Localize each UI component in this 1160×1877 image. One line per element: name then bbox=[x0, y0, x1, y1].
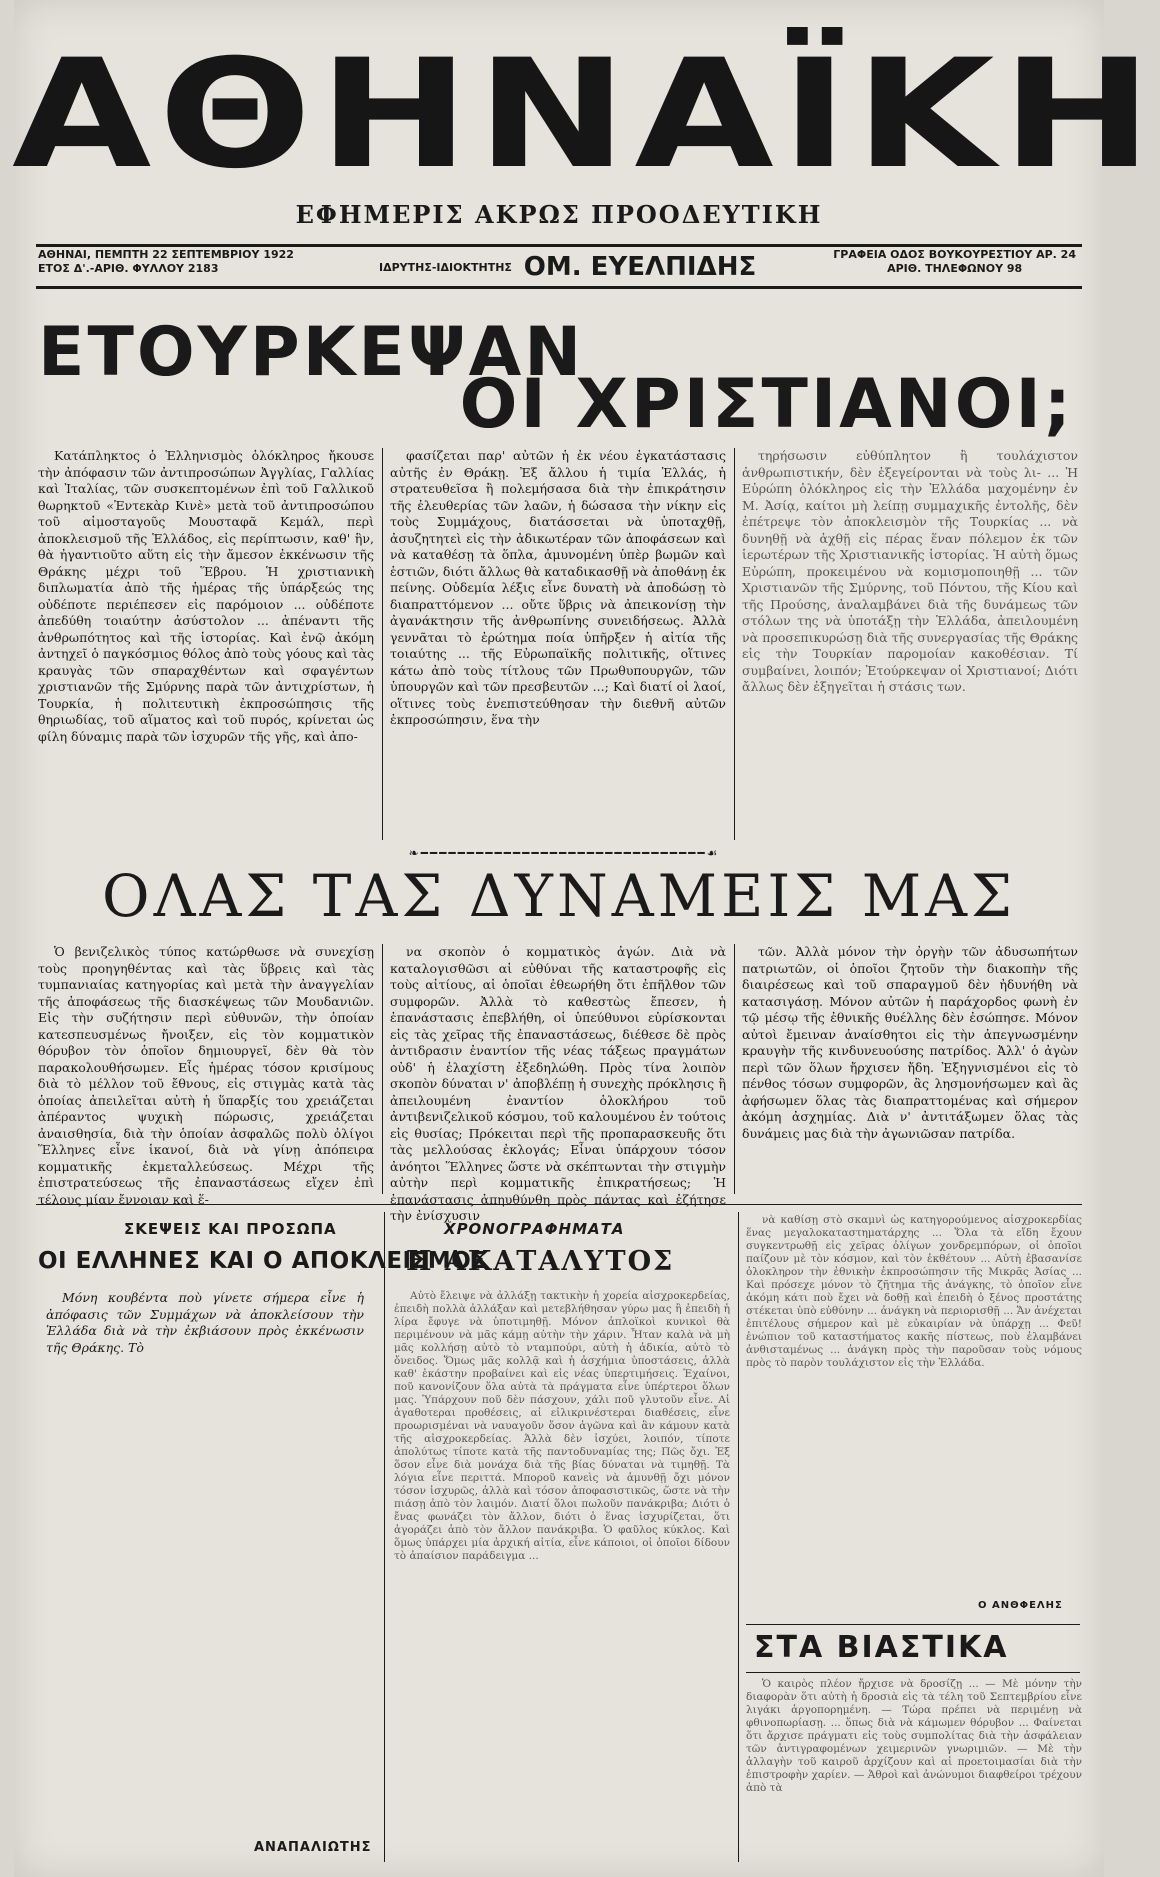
phone-line: ΑΡΙΘ. ΤΗΛΕΦΩΝΟΥ 98 bbox=[887, 262, 1023, 275]
chronograph-signature: Ο ΑΝΘΦΕΛΗΣ bbox=[978, 1600, 1063, 1611]
date-line: ΑΘΗΝΑΙ, ΠΕΜΠΤΗ 22 ΣΕΠΤΕΜΒΡΙΟΥ 1922 bbox=[38, 248, 294, 261]
second-text-1: Ὁ βενιζελικὸς τύπος κατώρθωσε νὰ συνεχίσῃ τοὺς προηγηθέντας καὶ τὰς ὕβρεις καὶ τὰς τυμπανιαίας κατηγορίας καὶ μετὰ τὴν ἀναγγελίαν τῆς ἀποφάσεως τῆς διασκέψεως τῶν Μουδανιῶν. Εἰς τὴν συζήτησιν περὶ εὐθυνῶν, τὴν ὁποίαν κατεσπευσμένως ἤνοιξεν, εἰς τὸν κομματικὸν θόρυβον τὸν ὁποῖον δημιουργεῖ, δὲν θὰ τὸν παρακολουθήσωμεν. Εἶς ἡμέρας τόσον κρισίμους διὰ τὸ μέλλον τοῦ ἔθνους, εἰς στιγμὰς κατὰ τὰς ὁποίας ἀπειλεῖται αὐτὴ ἡ ὕπαρξίς του χρειάζεται ἀπέραντος ψυχικὴ πώρωσις, χρειάζεται ἀναισθησία, διὰ τὴν ὁποίαν ἀσφαλῶς πολὺ ὀλίγοι Ἕλληνες εἶνε ἱκανοί, διὰ νὰ γίνῃ ἀπόπειρα κομματικῆς ἐκμεταλλεύσεως. Μέχρι τῆς ἐπιστρατεύσεως τῆς ἐπαναστάσεως εἴχεν ἐπὶ τέλους μίαν ἔννοιαν καὶ ἕ- bbox=[38, 944, 374, 1207]
lead-text-3: τηρήσωσιν εὐθύπλητον ἢ τουλάχιστον ἀνθρωπιστικήν, δὲν ἐξεγείρονται νὰ τοὺς λι- ... Ἡ Εὐρώπη ὁλόκληρος εἰς τὴν Ἑλλάδα μαχομένην ἐν Μ. Ἀσίᾳ, καίτοι μὴ λείπῃ συμμαχικῆς ἐντολῆς, δὲν ἐπέτρεψε τὸν ἀποκλεισμὸν τῆς Τουρκίας ... νὰ δυνηθῇ νὰ ἀχθῇ εἰς πέρας ἕναν πόλεμον ἐκ τῶν ἱερωτέρων τῆς Χριστιανικῆς ἱστορίας. Ἡ αὐτὴ ὅμως Εὐρώπη, προκειμένου νὰ κομισμοποιηθῇ ... τῶν Χριστιανῶν τῆς Σμύρνης, τοῦ Πόντου, τῆς Κίου καὶ τῆς Προύσης, ἀναλαμβάνει διὰ τῆς δυνάμεως τῶν στόλων της νὰ ὑποτάξῃ τὴν Ἑλλάδα, ἀπειλουμένη νὰ προσεπικυρώσῃ διὰ τῆς συνεργασίας τῆς Θράκης εἰς τὴν Τουρκίαν παρομοίαν κακοθέσιαν. Τί συμβαίνει, λοιπόν; Ἐτούρκεψαν οἱ Χριστιανοί; Διότι ἄλλως δὲν ἐξηγεῖται ἡ στάσις των. bbox=[742, 448, 1078, 694]
thoughts-headline: ΟΙ ΕΛΛΗΝΕΣ ΚΑΙ Ο ΑΠΟΚΛΕΙΣΜΟΣ bbox=[38, 1248, 488, 1274]
chronograph-kicker: ΧΡΟΝΟΓΡΑΦΗΜΑΤΑ bbox=[444, 1220, 625, 1238]
chronograph-headline: Η ΑΚΑΤΑΛΥΤΟΣ bbox=[406, 1246, 675, 1277]
thoughts-body bbox=[46, 1290, 364, 1370]
column-divider bbox=[734, 944, 735, 1194]
second-column-2 bbox=[390, 944, 726, 1223]
travel-text: Ὁ καιρὸς πλέον ἤρχισε νὰ δροσίζῃ ... — Μὲ μόνην τὴν διαφορὰν ὅτι αὐτὴ ἡ δροσιὰ εἰς τὰ τέλη τοῦ Σεπτεμβρίου εἶνε λιγάκι ἀργοπορημένη. — Τώρα πρέπει νὰ περιμένῃ νὰ φθινοπωρίασῃ. ... ὅπως διὰ νὰ κάμωμεν θόρυβον ... Φαίνεται ὅτι ἄρχισε πράγματι εἰς τοὺς συμπολίτας διὰ τὴν ἀσφάλειαν τῶν ἀντιγραφομένων χειμερινῶν γνωριμιῶν. — Μὲ τὴν ἀλλαγὴν τοῦ καιροῦ ἀρχίζουν καὶ αἱ προετοιμασίαι διὰ τὴν ἐπιστροφὴν χαρίεν. — Ἀθροὶ καὶ ἀνώνυμοι διαφθείροι τρέχουν ἀπὸ τὰ bbox=[746, 1678, 1082, 1794]
column-divider bbox=[382, 448, 383, 840]
second-text-3: τῶν. Ἀλλὰ μόνον τὴν ὀργὴν τῶν ἀδυσωπήτων πατριωτῶν, οἱ ὁποῖοι ζητοῦν τὴν διακοπὴν τῆς διαιρέσεως καὶ τοῦ σπαραγμοῦ δὲν ἠδυνήθη νὰ κατασιγάσῃ. Μόνον αὐτῶν ἡ παράχορδος φωνὴ ἐν τῷ μέσῳ τῆς ἐθνικῆς θυέλλης δὲν ἐσώπησε. Μόνον αὐτοὶ ἔμειναν ἀναίσθητοι εἰς τὴν ἀπεγνωσμένην κραυγὴν τῆς κινδυνευούσης πατρίδος. Ἀλλ' ὁ ἀγὼν περὶ τῶν ὅλων ἤρχισεν ἤδη. Ἐξηγνισμένοι εἰς τὸ πένθος τόσων συμφορῶν, ἂς λησμονήσωμεν καὶ ἂς ἀφήσωμεν ὅλας τὰς διαπραττομένας καὶ σήμερον ἀκόμη ἀσχημίας. Διὰ ν' ἀντιτάξωμεν ὅλας τὰς δυνάμεις μας διὰ τὴν ἀγωνιῶσαν πατρίδα. bbox=[742, 944, 1078, 1141]
second-text-2: να σκοπὸν ὁ κομματικὸς ἀγών. Διὰ νὰ καταλογισθῶσι αἱ εὐθύναι τῆς καταστροφῆς εἰς τοὺς αἰτίους, αἱ ὁποῖαι ἐθεωρήθη ὅτι ἐπῆλθον τῶν συμφορῶν. Ἀλλὰ τὸ καθεστὼς ἔπεσεν, ἡ ἐπανάστασις ἐπεβλήθη, οἱ ὑπεύθυνοι εὑρίσκονται εἰς τὰς χεῖρας τῆς ἐπαναστάσεως, διέθεσε δὲ πρὸς ἀντιδρασιν ἐναντίον τῆς νέας τάξεως πραγμάτων οὐδ' ἡ ἐλαχίστη ἐξεδηλώθη. Πρὸς τίνα λοιπὸν σκοπὸν δύναται ν' ἀποβλέπῃ ἡ συνεχὴς πρόκλησις ἢ ἀπειλουμένη ἐναντίον ὁλοκλήρου τοῦ ἀντιβενιζελικοῦ κόσμου, τοῦ καλουμένου ἐν τούτοις εἰς θυσίας; Πρόκειται περὶ τῆς προπαρασκευῆς ὅτι τὰς μελλούσας ἐκλογάς; Εἶναι ὑπάρχουν τόσον ἀνόητοι Ἕλληνες ὥστε νὰ σκέπτωνται τὴν στιγμὴν αὐτὴν περὶ κομματικῆς ἐπικρατήσεως; Ἡ ἐπανάστασις ἀπηυθύνθη πρὸς πάντας καὶ ἐζήτησε τὴν ἐνίσχυσιν bbox=[390, 944, 726, 1223]
lead-text-1: Κατάπληκτος ὁ Ἑλληνισμὸς ὁλόκληρος ἤκουσε τὴν ἀπόφασιν τῶν ἀντιπροσώπων Ἀγγλίας, Γαλλίας καὶ Ἰταλίας, τῶν συσκεπτομένων ἐπὶ τοῦ Γαλλικοῦ θωρηκτοῦ «Ἐντεκὰρ Κινὲ» μετὰ τοῦ ἀντιπροσώπου τοῦ αἱμοσταγοῦς Μουσταφᾶ Κεμάλ, περὶ ἀποκλεισμοῦ τῆς Ἑλλάδος, εἰς περίπτωσιν, καθ' ἣν, θὰ ἠγαντιοῦτο αὕτη εἰς τὴν ἄμεσον ἐκκένωσιν τῆς Θράκης μέχρι τοῦ Ἕβρου. Ἡ χριστιανικὴ διπλωματία ἀπὸ τῆς ἡμέρας τῆς ὑπάρξεώς της οὐδέποτε περιέπεσεν εἰς παρόμοιον ... οὐδέποτε ἀπεδύθη τοιαύτην ἀσύστολον ... ἀπέναντι τῆς ἀνθρωπότητος καὶ τῆς ἱστορίας. Καὶ ἐνῷ ἀκόμη ἀντηχεῖ ὁ παγκόσμιος θόλος ἀπὸ τοὺς γόους καὶ τὰς κραυγὰς τῶν σπαραχθέντων καὶ σφαγέντων χριστιανῶν τῆς Σμύρνης παρὰ τῶν ἀντιχρίστων, ἡ Τουρκία, ἡ πολιτευτικὴ ἐκπροσώπησις τῆς θηριωδίας, τοῦ αἵματος καὶ τοῦ πυρός, κρίνεται ὡς φίλη δύναμις παρὰ τῶν ἰσχυρῶν τῆς γῆς, καὶ ἀπο- bbox=[38, 448, 374, 744]
column-divider bbox=[738, 1212, 739, 1862]
chronograph-continued bbox=[746, 1214, 1082, 1594]
lead-text-2: φασίζεται παρ' αὐτῶν ἡ ἐκ νέου ἐγκατάστασις αὐτῆς ἐν Θράκῃ. Ἐξ ἄλλου ἡ τιμία Ἑλλάς, ἡ στρατευθεῖσα ἢ πολεμήσασα διὰ τὴν ἐπικράτησιν τῆς ἐλευθερίας τῶν λαῶν, ἡ δώσασα τὴν νίκην εἰς τοὺς Συμμάχους, διατάσσεται νὰ ὑποταχθῇ, ἀσυζητητεὶ εἰς τὴν ἀδικωτέραν τῶν ἀποφάσεων καὶ νὰ καταθέσῃ τὰ ὅπλα, ἀμυνομένη ὑπὲρ βωμῶν καὶ ἑστιῶν, διότι ἄλλως θὰ καταδικασθῇ νὰ ἀποθάνῃ ἐκ πείνης. Οὐδεμία λέξις εἶνε δυνατὴ νὰ ἀποδώσῃ τὸ διαπραττόμενον ... οὔτε ὕβρις νὰ ἀπεικονίσῃ τὴν ἀγανάκτησιν τῆς ἀνθρωπίνης συνειδήσεως. Ἀλλὰ γεννᾶται τὸ ἐρώτημα ποία ὑπῆρξεν ἡ αἰτία τῆς τοιαύτης ... τῆς Εὐρωπαϊκῆς πολιτικῆς, οἵτινες κάτω ἀπὸ τοὺς τίτλους τῶν Πρωθυπουργῶν, τῶν ὑπουργῶν καὶ τῶν πρεσβευτῶν ...; Καὶ διατί οἱ λαοί, οἵτινες τοὺς ἐνεπιστεύθησαν τὴν διεθνῆ αὐτῶν ἐκπροσώπησιν, ἕνα τὴν bbox=[390, 448, 726, 727]
chronograph-text: Αὐτὸ ἔλειψε νὰ ἀλλάξῃ τακτικὴν ἡ χορεία αἰσχροκερδείας, ἐπειδὴ πολλὰ ἀλλάξαν καὶ μετεβλήθησαν γύρω μας ἢ ἐπειδὴ ἡ λίρα ἔφυγε νὰ ὑποτιμηθῇ. Μόνον ἀπλοϊκοὶ κυνικοὶ θὰ περιμένουν νὰ μᾶς κάμῃ αὐτὴν τὴν χάριν. Ἦταν καλὰ νὰ μὴ μᾶς κολλήσῃ αὐτὸ τὸ νταμπούρι, αὐτὴ ἡ ἀδικία, αὐτὸ τὸ ὄνειδος. Ὅμως μᾶς κολλᾷ καὶ ἡ ἀσχήμια ὑποστάσεις, ἀλλὰ καθ' ἑκάστην προβαίνει καὶ εἰς νέας ὑπερτιμήσεις. Ἐχαίνοι, ποῦ κανονίζουν ὅλα αὐτὰ τὰ πράγματα εἶνε ὑπέρτεροι ὅλων μας. Ὑπάρχουν ποῦ δὲν πάσχουν, χάλι ποῦ γλυτοῦν εἶνε. Αἱ ἀγαθοτεραι προθέσεις, αἱ εἰλικρινέστεραι διαθέσεις, εἶνε προωρισμέναι νὰ ναυαγοῦν ὅσον ἀγῶνα καὶ ἂν κάμουν κατὰ τῆς αἰσχροκερδείας. Ἀλλὰ δὲν ἰσχύει, λοιπόν, τίποτε ἀπολύτως τίποτε κατὰ τῆς παντοδυναμίας της; Πῶς ὄχι. Ἐξ ὅσον εἶνε διὰ μονάχα διὰ τῆς βίας δύναται νὰ τιμηθῇ. Τὰ λόγια εἶνε περιττά. Μποροῦ κανεὶς νὰ ἀμυνθῇ ὄχι μόνον τόσον ἰσχυρῶς, ἀλλὰ καὶ τόσον ἀποφασιστικῶς, ὥστε νὰ τὴν πιάσῃ ἀπὸ τὸν λαιμόν. Διατί ὅλοι πωλοῦν πανάκριβα; Διότι ὁ ἔνας φωνάζει τὸν ἄλλον, διότι ὁ ἕνας ἰσχυρίζεται, ὅτι ἀγοράζει ἀπὸ τὸν ἄλλον πανάκριβα. Ὁ φαῦλος κύκλος. Καὶ ὅμως ὑπάρχει μία ἀρχική αἰτία, εἶνε κάποιοι, οἱ ὁποῖοι δίδουν τὸ ἀπαίσιον παράδειγμα ... bbox=[394, 1290, 730, 1562]
chronograph-right-text: νὰ καθίσῃ στὸ σκαμνὶ ὡς κατηγορούμενος αἰσχροκερδίας ἕνας μεγαλοκαταστηματάρχης ... Ὅλα τὰ εἴδη ἔχουν συγκεντρωθῇ εἰς χεῖρας ὀλίγων χονδρεμπόρων, οἱ ὁποῖοι παίζουν μὲ τὸν κόσμον, καὶ τὸν ἐκθέτουν ... Αὐτὴ ἐβασανίσε ὀλοκληρον τὴν ἐθνικὴν ἐκπροσώπησιν τῆς Μικρᾶς Ἀσίας ... Καὶ πρόσεχε μόνον τὸ ζῆτημα τῆς ἀνάγκης, τὸ ὁποῖον εἶνε ἀκόμη κάτι ποὺ ἔχει νὰ δοθῇ καὶ ἐπειδὴ ὁ ξένος προστάτης στέκεται ὑπὸ εὐθύνην ... ἀνάγκη νὰ περιορισθῇ ... Ἄν ἀνέχεται ἐπιτέλους σήμερον καὶ μὲ εὐκαιρίαν νὰ ὑπάρχῃ ... Φεῦ! ἐνώπιον τοῦ καταστήματος κακῆς πίστεως, ποὺ ἐλαμβάνει ἀνθισταμένως ... ἀνάγκη πρὸς τὴν παροῦσαν τοὺς νόμους πρὸς τὸ παρὸν τουλάχιστον εἰς τὴν Ἑλλάδα. bbox=[746, 1214, 1082, 1369]
column-divider bbox=[382, 944, 383, 1194]
lead-column-3 bbox=[742, 448, 1078, 843]
masthead-top-rule bbox=[36, 244, 1082, 247]
thoughts-kicker: ΣΚΕΨΕΙΣ ΚΑΙ ΠΡΟΣΩΠΑ bbox=[124, 1220, 337, 1238]
travel-headline: ΣΤΑ ΒΙΑΣΤΙΚΑ bbox=[754, 1630, 1009, 1665]
date-block bbox=[38, 248, 294, 276]
thoughts-signature: ΑΝΑΠΑΛΙΩΤΗΣ bbox=[254, 1840, 372, 1855]
office-line: ΓΡΑΦΕΙΑ ΟΔΟΣ ΒΟΥΚΟΥΡΕΣΤΙΟΥ ΑΡ. 24 bbox=[833, 248, 1076, 261]
chronograph-body bbox=[394, 1290, 730, 1870]
travel-top-rule bbox=[746, 1624, 1080, 1625]
founder-block bbox=[379, 252, 756, 282]
second-column-1 bbox=[38, 944, 374, 1207]
travel-bottom-rule bbox=[746, 1672, 1080, 1673]
section-ornament: ❧━━━━━━━━━━━━━━━━━━━━━━━━━━━━━━━☙ bbox=[408, 846, 720, 860]
founder-label: ΙΔΡΥΤΗΣ-ΙΔΙΟΚΤΗΤΗΣ bbox=[379, 261, 512, 274]
lead-column-1 bbox=[38, 448, 374, 843]
column-divider bbox=[384, 1212, 385, 1862]
newspaper-page bbox=[12, 0, 1160, 1877]
travel-body bbox=[746, 1678, 1082, 1868]
office-block bbox=[833, 248, 1076, 276]
column-divider bbox=[734, 448, 735, 840]
section-rule bbox=[36, 1204, 1082, 1205]
masthead-subtitle: ΕΦΗΜΕΡΙΣ ΑΚΡΩΣ ΠΡΟΟΔΕΥΤΙΚΗ bbox=[295, 200, 823, 229]
lead-headline-line2: ΟΙ ΧΡΙΣΤΙΑΝΟΙ; bbox=[459, 365, 1074, 444]
masthead-bottom-rule bbox=[36, 286, 1082, 289]
founder-name: ΟΜ. ΕΥΕΛΠΙΔΗΣ bbox=[523, 252, 757, 282]
issue-line: ΕΤΟΣ Δ'.-ΑΡΙΘ. ΦΥΛΛΟΥ 2183 bbox=[38, 262, 219, 275]
masthead-title: ΑΘΗΝΑΪΚΗ bbox=[12, 28, 1160, 202]
second-column-3 bbox=[742, 944, 1078, 1194]
lead-column-2 bbox=[390, 448, 726, 843]
second-headline: ΟΛΑΣ ΤΑΣ ΔΥΝΑΜΕΙΣ ΜΑΣ bbox=[102, 862, 1016, 930]
lead-headline-line1: ΕΤΟΥΡΚΕΨΑΝ bbox=[38, 313, 585, 392]
thoughts-text: Μόνη κουβέντα ποὺ γίνετε σήμερα εἶνε ἡ ἀπόφασις τῶν Συμμάχων νὰ ἀποκλείσουν τὴν Ἑλλάδα διὰ νὰ τὴν ἐκβιάσουν πρὸς ἐκκένωσιν τῆς Θράκης. Τὸ bbox=[46, 1290, 364, 1355]
